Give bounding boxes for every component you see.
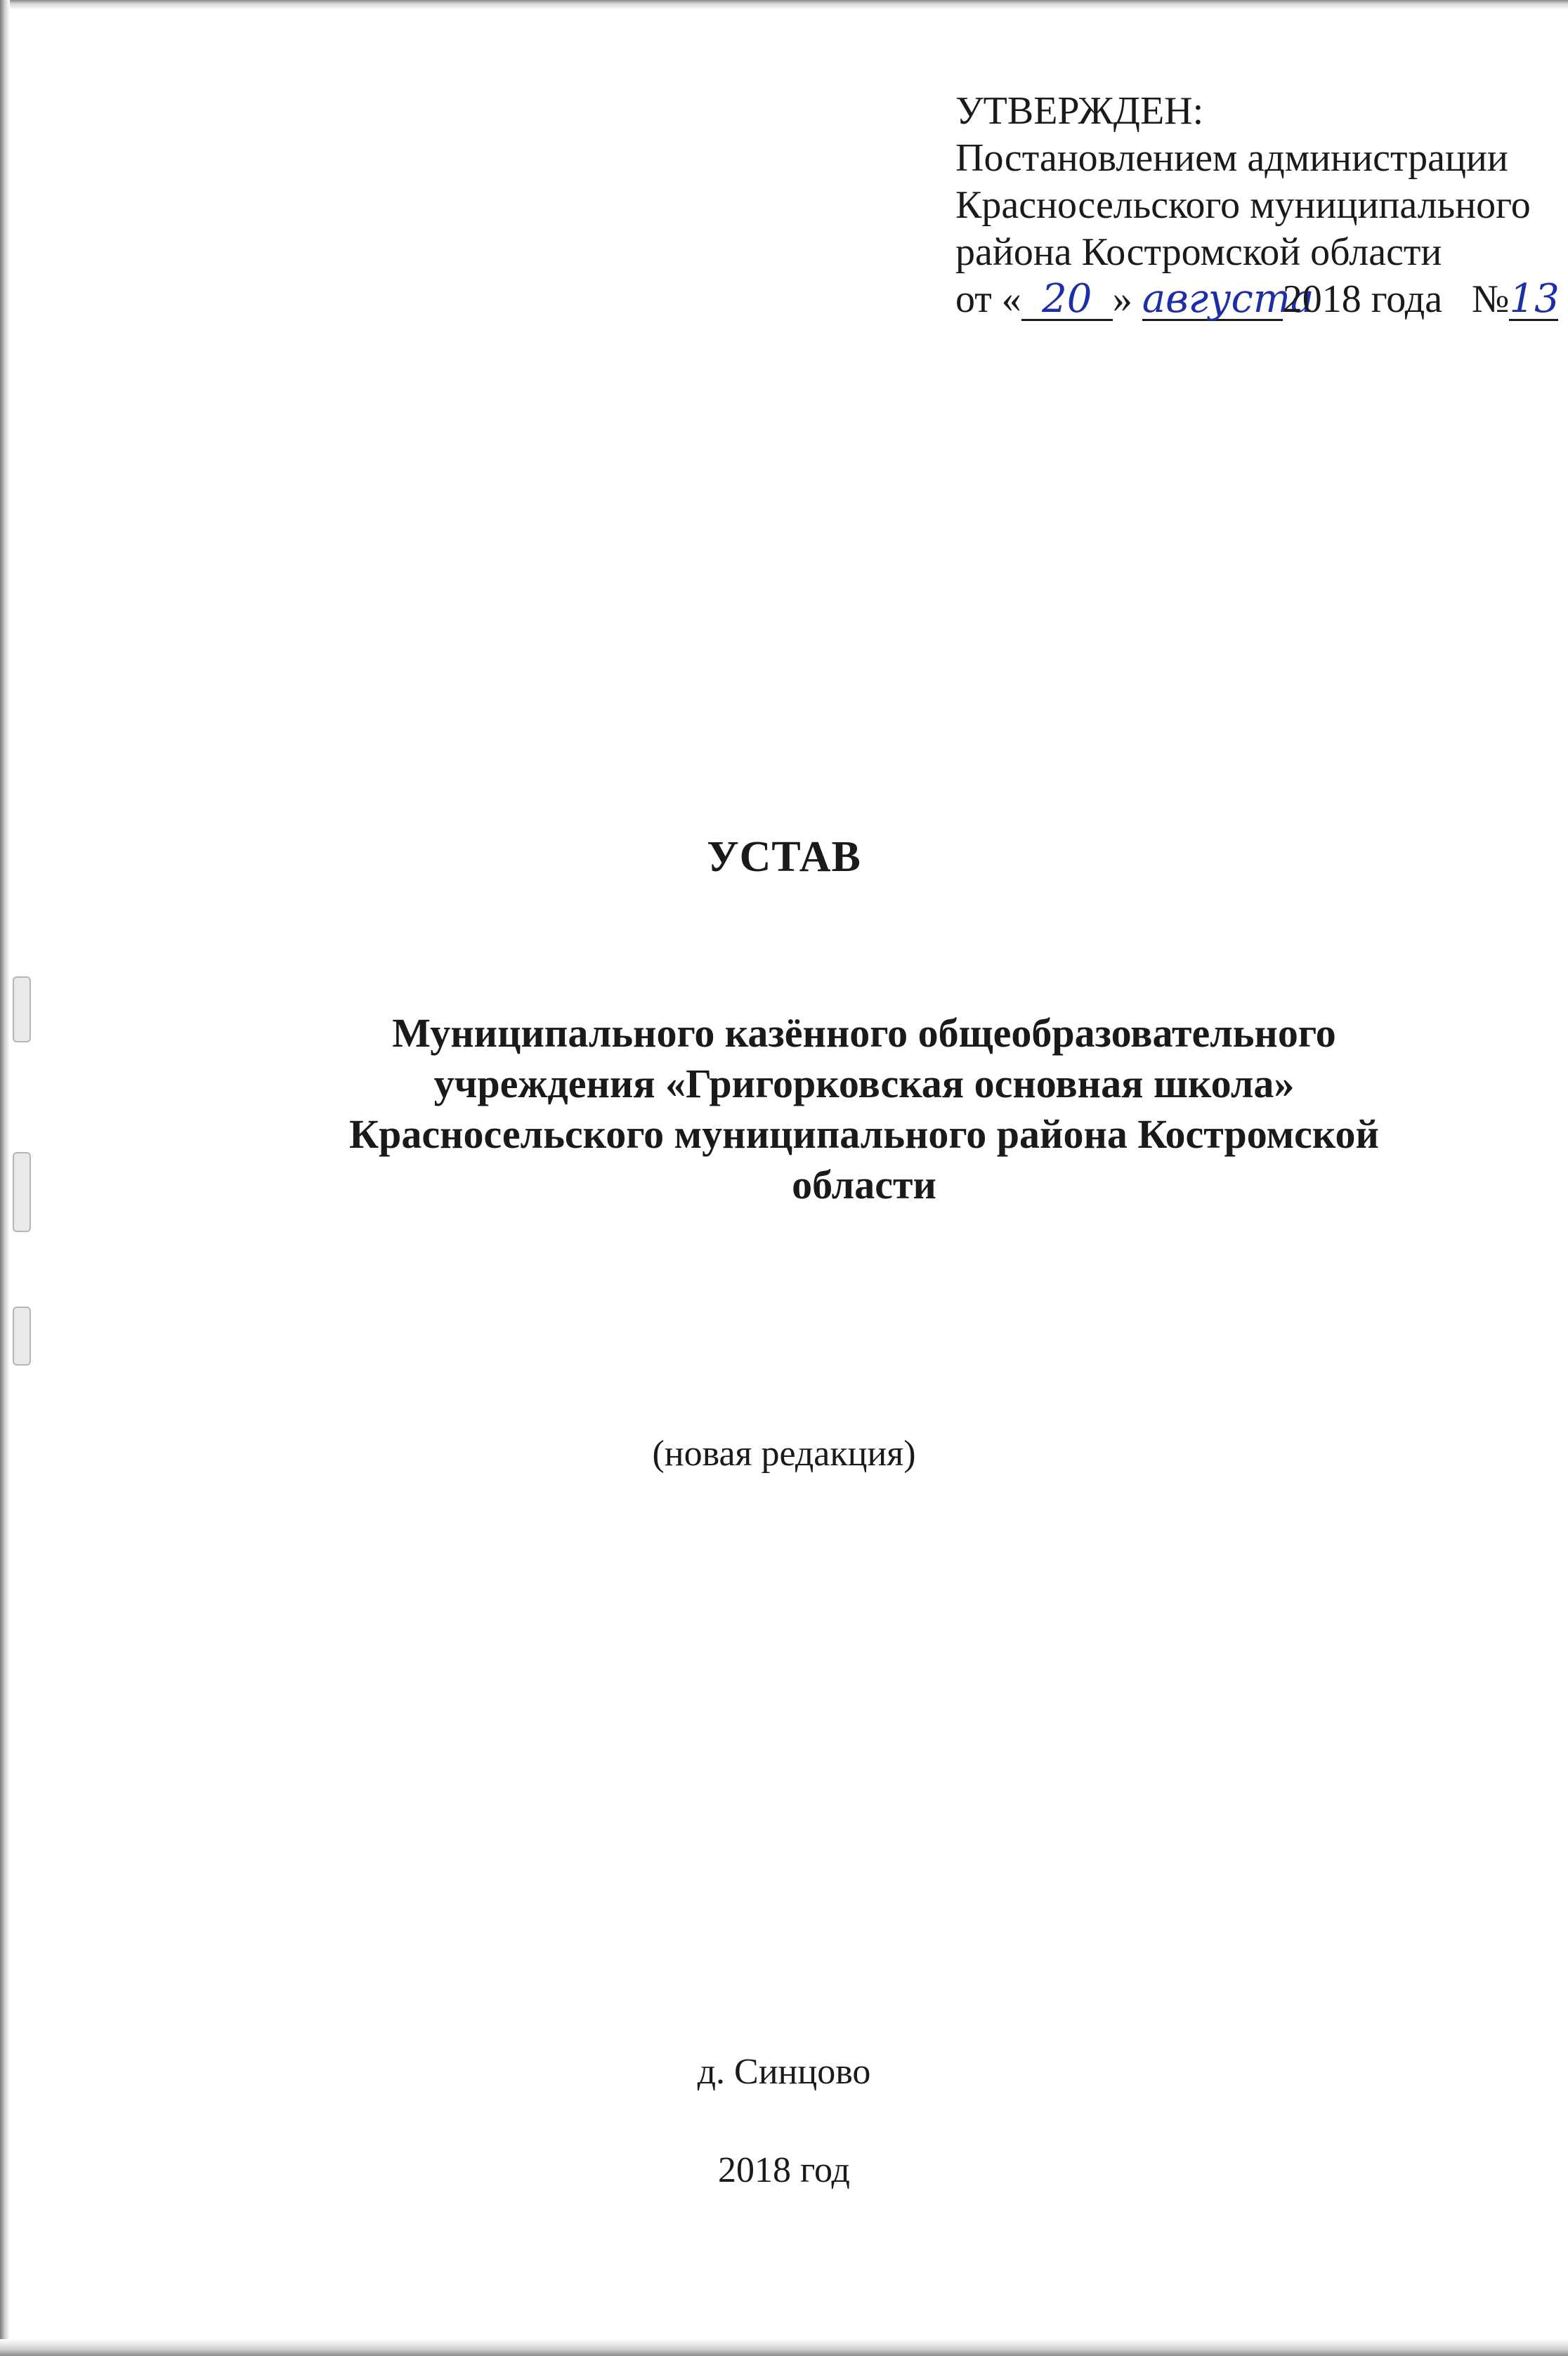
approval-date-line (955, 276, 1568, 323)
scan-edge-left (0, 0, 10, 2356)
date-month: августа (1142, 276, 1314, 322)
approval-line-1: Постановлением администрации (955, 136, 1508, 180)
date-day: 20 (1042, 276, 1092, 322)
date-month-blank (1142, 276, 1314, 322)
approval-line-3: района Костромской области (955, 230, 1442, 274)
date-prefix: от « (955, 277, 1021, 321)
approval-block (955, 88, 1568, 323)
org-name-line-2: учреждения «Григорковская основная школа» (433, 1061, 1295, 1106)
approval-heading: УТВЕРЖДЕН: (955, 89, 1204, 133)
number-label: № (1472, 277, 1510, 321)
edition-note: (новая редакция) (652, 1434, 916, 1474)
document-title: УСТАВ (707, 833, 861, 881)
place-name: д. Синцово (697, 2052, 871, 2092)
binding-mark (13, 1307, 31, 1366)
document-year: 2018 год (718, 2150, 850, 2190)
org-name-line-4: области (792, 1162, 936, 1208)
number-value: 13 (1509, 276, 1560, 322)
organization-name (176, 1008, 1553, 1210)
org-name-line-3: Красносельского муниципального района Костромской (349, 1111, 1379, 1157)
org-name-line-1: Муниципального казённого общеобразовательного (392, 1010, 1336, 1056)
date-mid: » (1112, 277, 1132, 321)
binding-mark (13, 1152, 31, 1232)
binding-mark (13, 976, 31, 1042)
date-day-blank (1021, 276, 1113, 322)
scan-edge-top (0, 0, 1568, 10)
scan-edge-bottom (0, 2339, 1568, 2356)
approval-line-2: Красносельского муниципального (955, 183, 1531, 227)
date-year: 2018 года (1282, 277, 1443, 321)
number-blank (1509, 276, 1560, 322)
